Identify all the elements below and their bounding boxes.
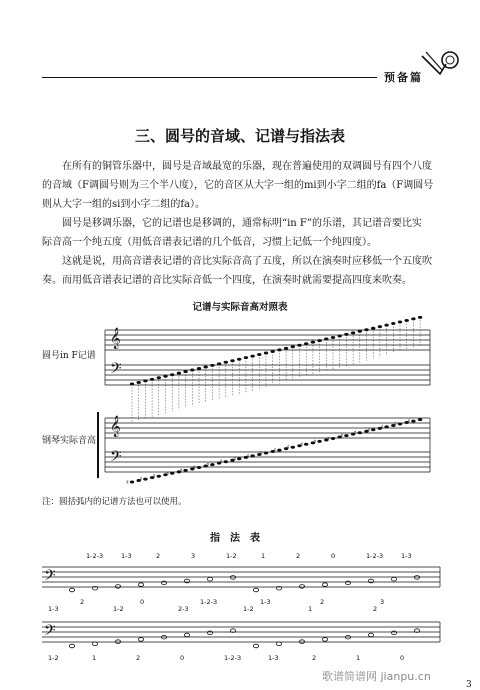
sharp-icon: ♯ — [126, 479, 129, 486]
fingering-bottom-label: 0 — [180, 654, 185, 662]
text-line: 际音高一个纯五度（用低音谱表记谱的几个低音，习惯上记低一个纯四度）。 — [42, 237, 377, 248]
fingering-top-label: 1-2 — [243, 605, 254, 613]
sharp-icon: ♯ — [340, 432, 344, 440]
page-number: 3 — [466, 680, 472, 690]
fingering-bottom-label: 1-2-3 — [200, 598, 218, 606]
sharp-icon: ♯ — [286, 444, 290, 452]
fingering-bottom-label: 1-3 — [260, 598, 271, 606]
fingering-top-label: 1-3 — [121, 552, 132, 560]
sharp-icon: ♯ — [353, 429, 357, 437]
fingering-top-label: 1-2-3 — [366, 552, 384, 560]
label-in-f: 圆号in F记谱 — [42, 351, 96, 361]
sharp-icon: ♯ — [206, 461, 210, 469]
fingering-bottom-label: 1-3 — [268, 654, 279, 662]
sharp-icon: ♯ — [380, 423, 384, 431]
fingering-top-label: 1-3 — [48, 605, 59, 613]
fingering-title: 指法表 — [210, 533, 270, 544]
section-title: 三、圆号的音域、记谱与指法表 — [134, 127, 345, 145]
sharp-icon: ♯ — [139, 476, 143, 484]
sharp-icon: ♯ — [219, 458, 223, 466]
sharp-icon: ♯ — [394, 421, 397, 428]
fingering-top-label: 1-2-3 — [86, 552, 104, 560]
text-line: 奏。而用低音谱表记谱的音比实际音低一个四度，在演奏时就需要提高四度来吹奏。 — [42, 275, 412, 286]
label-concert-pitch: 钢琴实际音高 — [42, 436, 97, 446]
fingering-bottom-label: 2 — [136, 654, 141, 662]
text-line: 在所有的铜管乐器中，圆号是音域最宽的乐器，现在普遍使用的双调圆号有四个八度 — [62, 161, 432, 172]
text-line: 圆号是移调乐器，它的记谱也是移调的，通常标明“in F”的乐谱，其记谱音要比实 — [62, 218, 422, 229]
fingering-top-label: 3 — [191, 552, 196, 560]
sharp-icon: ♯ — [179, 467, 183, 475]
sharp-icon: ♯ — [273, 447, 277, 455]
fingering-bottom-label: 1-2 — [48, 654, 59, 662]
sharp-icon: ♯ — [246, 452, 250, 460]
text-line: 这就是说，用高音谱表记谱的音比实际音高了五度，所以在演奏时应移低一个五度吹 — [62, 256, 432, 267]
watermark: 歌谱简谱网 jianpu.cn — [322, 670, 431, 683]
sharp-icon: ♯ — [233, 455, 237, 463]
fingering-bottom-label: 1 — [356, 654, 361, 662]
fingering-top-label: 0 — [331, 552, 336, 560]
fingering-bottom-label: 1-2-3 — [224, 654, 242, 662]
sharp-icon: ♯ — [260, 450, 263, 457]
text-line: 则从大字一组的si到小字二组的fa）。 — [42, 199, 205, 210]
chart-title: 记谱与实际音高对照表 — [192, 302, 288, 313]
fingering-bottom-label: 3 — [380, 598, 385, 606]
fingering-bottom-label: 0 — [140, 598, 145, 606]
fingering-top-label: 1-3 — [401, 552, 412, 560]
fingering-bottom-label: 2 — [80, 598, 85, 606]
sharp-icon: ♯ — [327, 435, 330, 443]
clef-icon: 𝄢 — [110, 448, 122, 469]
fingering-bottom-label: 2 — [312, 654, 317, 662]
sharp-icon: ♯ — [166, 470, 170, 478]
clef-icon: 𝄢 — [110, 360, 122, 381]
sharp-icon: ♯ — [367, 426, 371, 434]
running-title: 预备篇 — [384, 71, 423, 84]
fingering-bottom-label: 2 — [320, 598, 325, 606]
fingering-top-label: 2 — [373, 605, 378, 613]
fingering-bottom-label: 1 — [92, 654, 97, 662]
sharp-icon: ♯ — [152, 473, 156, 481]
fingering-top-label: 1 — [261, 552, 266, 560]
bass-clef-icon: 𝄢 — [44, 622, 56, 643]
clef-icon: 𝄞 — [110, 416, 121, 437]
fingering-bottom-label: 0 — [400, 654, 405, 662]
fingering-top-label: 1-2 — [226, 552, 237, 560]
text-line: 的音域（F调圆号则为三个半八度），它的音区从大字一组的mi到小字二组的fa（F调圆号 — [42, 180, 434, 191]
fingering-top-label: 1 — [308, 605, 313, 613]
clef-icon: 𝄞 — [110, 328, 121, 349]
fingering-top-label: 2 — [156, 552, 161, 560]
footnote: 注：圆括弧内的记谱方法也可以使用。 — [42, 497, 187, 507]
fingering-top-label: 2-3 — [178, 605, 189, 613]
sharp-icon: ♯ — [193, 464, 196, 472]
sharp-icon: ♯ — [313, 438, 317, 446]
bass-clef-icon: 𝄢 — [44, 567, 56, 588]
sharp-icon: ♯ — [407, 418, 411, 426]
fingering-top-label: 2 — [296, 552, 301, 560]
fingering-top-label: 1-2 — [113, 605, 124, 613]
sharp-icon: ♯ — [300, 441, 304, 449]
